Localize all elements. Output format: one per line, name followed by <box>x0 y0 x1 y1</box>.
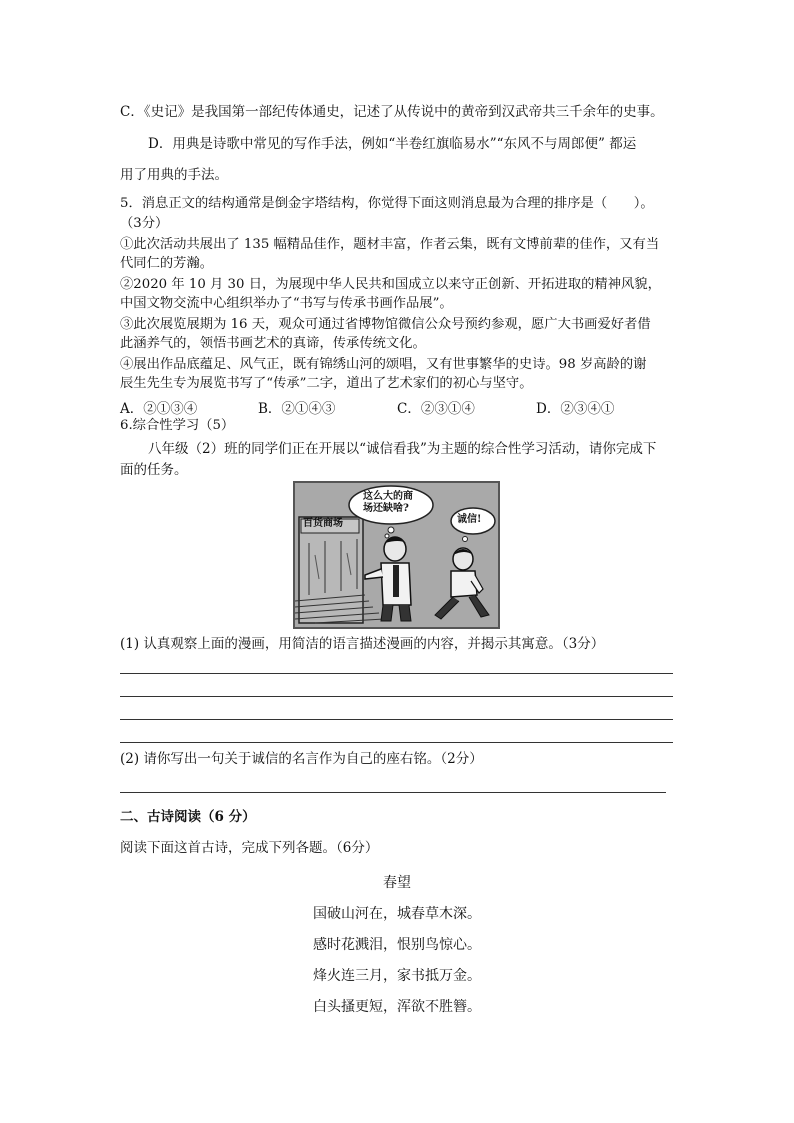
bubble-text-honesty: 诚信! <box>457 514 482 525</box>
bubble-text-line1: 这么大的商 <box>363 491 413 502</box>
q5-option-d[interactable]: D．②③④① <box>536 401 615 417</box>
answer-line-2[interactable] <box>120 696 673 697</box>
answer-line-3[interactable] <box>120 719 673 720</box>
poem-title: 春望 <box>383 875 411 891</box>
q5-sentence-4-line1: ④展出作品底蕴足、风气正，既有锦绣山河的颂唱，又有世事繁华的史诗。98 岁高龄的谢 <box>120 357 647 372</box>
q5-sentence-1-line1: ①此次活动共展出了 135 幅精品佳作，题材丰富，作者云集，既有文博前辈的佳作，又有当 <box>120 237 660 252</box>
q4-option-c: C．《史记》是我国第一部纪传体通史，记述了从传说中的黄帝到汉武帝共三千余年的史事。 <box>120 104 664 120</box>
q6-intro-line2: 面的任务。 <box>120 462 188 478</box>
q5-option-c[interactable]: C．②③①④ <box>397 401 475 417</box>
q6-sub2: (2) 请你写出一句关于诚信的名言作为自己的座右铭。（2分） <box>120 751 483 767</box>
q5-sentence-4-line2: 辰生先生专为展览书写了“传承”二字，道出了艺术家们的初心与坚守。 <box>120 376 533 391</box>
q6-sub1: (1) 认真观察上面的漫画，用简洁的语言描述漫画的内容，并揭示其寓意。（3分） <box>120 636 605 652</box>
q4-option-d-line2: 用了用典的手法。 <box>120 167 228 183</box>
poem-line-4: 白头搔更短，浑欲不胜簪。 <box>313 999 481 1015</box>
shopkeeper-tie <box>393 565 399 597</box>
q6-title: 6.综合性学习（5） <box>120 418 235 433</box>
poem-line-3: 烽火连三月，家书抵万金。 <box>313 968 481 984</box>
q6-intro-line1: 八年级（2）班的同学们正在开展以“诚信看我”为主题的综合性学习活动，请你完成下 <box>148 441 657 457</box>
section2-instruction: 阅读下面这首古诗，完成下列各题。（6分） <box>120 840 379 856</box>
section2-heading: 二、古诗阅读（6 分） <box>120 809 256 825</box>
q5-sentence-1-line2: 代同仁的芳瀚。 <box>120 256 214 271</box>
bubble-text-line2: 场还缺啥? <box>363 503 409 514</box>
q5-option-b[interactable]: B．②①④③ <box>258 401 336 417</box>
q5-sentence-3-line1: ③此次展览展期为 16 天，观众可通过省博物馆微信公众号预约参观，愿广大书画爱好者借 <box>120 317 651 332</box>
q4-option-d-line1: D．用典是诗歌中常见的写作手法，例如“半卷红旗临易水”“东风不与周郎便” 都运 <box>148 136 637 152</box>
honesty-cartoon <box>293 481 500 629</box>
poem-line-2: 感时花溅泪，恨别鸟惊心。 <box>313 937 481 953</box>
q5-sentence-3-line2: 此涵养气的，领悟书画艺术的真谛，传承传统文化。 <box>120 336 426 351</box>
answer-line-4[interactable] <box>120 742 673 743</box>
store-sign-text: 百货商场 <box>303 518 343 529</box>
q5-score: （3分） <box>120 216 169 231</box>
answer-line-motto[interactable] <box>120 792 666 793</box>
q5-sentence-2-line2: 中国文物交流中心组织举办了“书写与传承书画作品展”。 <box>120 296 453 311</box>
q5-option-a[interactable]: A．②①③④ <box>120 401 198 417</box>
q5-stem: 5．消息正文的结构通常是倒金字塔结构，你觉得下面这则消息最为合理的排序是（ ）。 <box>120 196 654 211</box>
answer-line-1[interactable] <box>120 673 673 674</box>
poem-line-1: 国破山河在，城春草木深。 <box>313 906 481 922</box>
q5-sentence-2-line1: ②2020 年 10 月 30 日，为展现中华人民共和国成立以来守正创新、开拓进取的精神风貌， <box>120 277 661 292</box>
